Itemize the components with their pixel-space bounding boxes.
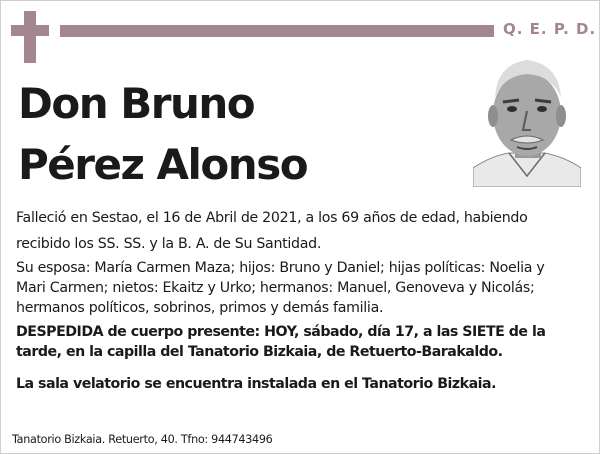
cross-icon xyxy=(11,11,49,63)
death-notice-text: Falleció en Sestao, el 16 de Abril de 2021, a los 69 años de edad, habiendo recibido los SS. SS. y la B. A. de Su Santidad. xyxy=(16,210,528,252)
farewell-text: DESPEDIDA de cuerpo presente: HOY, sábado, día 17, a las SIETE de la tarde, en la capilla del Tanatorio Bizkaia, de Retuerto-Barakaldo. xyxy=(16,324,546,360)
header-rule xyxy=(60,25,494,37)
portrait-photo xyxy=(473,56,581,187)
funeral-home-contact: Tanatorio Bizkaia. Retuerto, 40. Tfno: 944743496 xyxy=(12,433,273,446)
wake-room-text: La sala velatorio se encuentra instalada en el Tanatorio Bizkaia. xyxy=(16,376,496,392)
deceased-name-line2: Pérez Alonso xyxy=(18,140,308,189)
deceased-name-line1: Don Bruno xyxy=(18,79,255,128)
qepd-label: Q. E. P. D. xyxy=(503,20,597,38)
family-list-text: Su esposa: María Carmen Maza; hijos: Bruno y Daniel; hijas políticas: Noelia y Mari Carmen; nietos: Ekaitz y Urko; hermanos: Manuel, Genoveva y Nicolás; hermanos políticos, sobrinos, primos y demás familia. xyxy=(16,260,545,316)
